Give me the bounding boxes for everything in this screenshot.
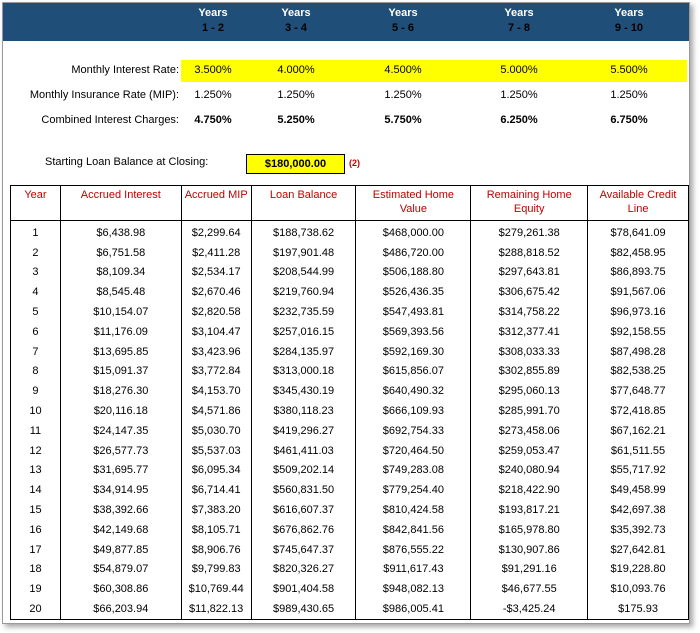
table-cell[interactable]: $380,118.23: [251, 401, 356, 421]
interest-rate-cell[interactable]: 5.500%: [610, 64, 648, 76]
mip-rate-cell[interactable]: 1.250%: [384, 89, 422, 101]
table-cell[interactable]: $49,877.85: [60, 540, 181, 560]
interest-rate-cell[interactable]: 4.500%: [384, 64, 422, 76]
table-row: [11, 401, 689, 421]
column-header: Loan Balance: [251, 186, 356, 221]
table-cell[interactable]: $901,404.58: [251, 579, 356, 599]
table-cell[interactable]: $284,135.97: [251, 342, 356, 362]
mip-rate-cell[interactable]: 1.250%: [610, 89, 648, 101]
table-cell[interactable]: $240,080.94: [471, 461, 588, 481]
table-cell[interactable]: $911,617.43: [356, 560, 471, 580]
table-cell[interactable]: $72,418.85: [588, 401, 689, 421]
table-cell[interactable]: -$3,425.24: [471, 599, 588, 619]
table-cell[interactable]: $82,538.25: [588, 362, 689, 382]
monthly-interest-label: Monthly Interest Rate:: [71, 64, 179, 76]
table-cell[interactable]: $175.93: [588, 599, 689, 619]
table-row: [11, 243, 689, 263]
table-cell[interactable]: $188,738.62: [251, 221, 356, 243]
table-cell[interactable]: $9,799.83: [181, 560, 251, 580]
table-cell[interactable]: $720,464.50: [356, 441, 471, 461]
table-cell[interactable]: $6,095.34: [181, 461, 251, 481]
table-cell[interactable]: $3,423.96: [181, 342, 251, 362]
table-cell[interactable]: $4,571.86: [181, 401, 251, 421]
table-cell[interactable]: $259,053.47: [471, 441, 588, 461]
table-cell[interactable]: $297,643.81: [471, 263, 588, 283]
table-header-row: [11, 186, 689, 221]
table-cell[interactable]: $11,176.09: [60, 322, 181, 342]
table-cell[interactable]: $7,383.20: [181, 500, 251, 520]
table-cell[interactable]: $42,697.38: [588, 500, 689, 520]
table-cell[interactable]: $592,169.30: [356, 342, 471, 362]
table-row: [11, 599, 689, 619]
table-cell[interactable]: $306,675.42: [471, 282, 588, 302]
table-cell[interactable]: $312,377.41: [471, 322, 588, 342]
table-cell[interactable]: $8,105.71: [181, 520, 251, 540]
table-cell[interactable]: $820,326.27: [251, 560, 356, 580]
table-cell[interactable]: $6,751.58: [60, 243, 181, 263]
table-cell[interactable]: 19: [11, 579, 61, 599]
starting-balance-value[interactable]: $180,000.00: [246, 154, 345, 174]
table-cell[interactable]: 2: [11, 243, 61, 263]
table-cell[interactable]: $749,283.08: [356, 461, 471, 481]
header-band: [3, 3, 689, 41]
table-cell[interactable]: $692,754.33: [356, 421, 471, 441]
table-row: [11, 560, 689, 580]
table-cell[interactable]: $8,545.48: [60, 282, 181, 302]
table-row: [11, 342, 689, 362]
table-cell[interactable]: 3: [11, 263, 61, 283]
table-cell[interactable]: $810,424.58: [356, 500, 471, 520]
table-cell[interactable]: 17: [11, 540, 61, 560]
table-cell[interactable]: 16: [11, 520, 61, 540]
table-cell[interactable]: $19,228.80: [588, 560, 689, 580]
column-header: Estimated Home Value: [356, 186, 471, 221]
table-cell[interactable]: $24,147.35: [60, 421, 181, 441]
footnote-marker: (2): [349, 158, 360, 168]
table-cell[interactable]: $526,436.35: [356, 282, 471, 302]
table-cell[interactable]: $288,818.52: [471, 243, 588, 263]
column-header: Available Credit Line: [588, 186, 689, 221]
table-row: [11, 520, 689, 540]
table-cell[interactable]: 5: [11, 302, 61, 322]
amortization-table: [10, 185, 689, 620]
table-cell[interactable]: $986,005.41: [356, 599, 471, 619]
table-cell[interactable]: $257,016.15: [251, 322, 356, 342]
table-cell[interactable]: $11,822.13: [181, 599, 251, 619]
year-period-header: Years 5 - 6: [388, 7, 418, 34]
table-cell[interactable]: $26,577.73: [60, 441, 181, 461]
table-cell[interactable]: 12: [11, 441, 61, 461]
table-cell[interactable]: $82,458.95: [588, 243, 689, 263]
table-cell[interactable]: $486,720.00: [356, 243, 471, 263]
table-cell[interactable]: $20,116.18: [60, 401, 181, 421]
table-row: [11, 480, 689, 500]
table-cell[interactable]: $15,091.37: [60, 362, 181, 382]
table-row: [11, 500, 689, 520]
year-period-header: Years 7 - 8: [504, 7, 534, 34]
combined-rate-cell[interactable]: 6.250%: [500, 114, 538, 126]
table-cell[interactable]: $18,276.30: [60, 381, 181, 401]
column-header: Remaining Home Equity: [471, 186, 588, 221]
table-cell[interactable]: 14: [11, 480, 61, 500]
table-cell[interactable]: $193,817.21: [471, 500, 588, 520]
table-cell[interactable]: $419,296.27: [251, 421, 356, 441]
table-cell[interactable]: $42,149.68: [60, 520, 181, 540]
table-cell[interactable]: $8,906.76: [181, 540, 251, 560]
table-cell[interactable]: $640,490.32: [356, 381, 471, 401]
mip-rate-cell[interactable]: 1.250%: [500, 89, 538, 101]
mip-rate-cell[interactable]: 1.250%: [277, 89, 315, 101]
table-cell[interactable]: $615,856.07: [356, 362, 471, 382]
table-cell[interactable]: $8,109.34: [60, 263, 181, 283]
table-row: [11, 421, 689, 441]
table-cell[interactable]: 6: [11, 322, 61, 342]
column-header: Accrued Interest: [60, 186, 181, 221]
table-cell[interactable]: $61,511.55: [588, 441, 689, 461]
table-cell[interactable]: $279,261.38: [471, 221, 588, 243]
combined-rate-cell[interactable]: 5.750%: [384, 114, 422, 126]
table-cell[interactable]: $506,188.80: [356, 263, 471, 283]
interest-rate-cell[interactable]: 4.000%: [277, 64, 315, 76]
mip-rate-label: Monthly Insurance Rate (MIP):: [29, 89, 179, 101]
starting-balance-label: Starting Loan Balance at Closing:: [45, 156, 209, 168]
table-cell[interactable]: $948,082.13: [356, 579, 471, 599]
interest-rate-cell[interactable]: 5.000%: [500, 64, 538, 76]
table-cell[interactable]: $55,717.92: [588, 461, 689, 481]
table-cell[interactable]: 11: [11, 421, 61, 441]
table-cell[interactable]: 13: [11, 461, 61, 481]
table-cell[interactable]: $6,438.98: [60, 221, 181, 243]
table-cell[interactable]: $314,758.22: [471, 302, 588, 322]
table-cell[interactable]: $86,893.75: [588, 263, 689, 283]
table-cell[interactable]: $34,914.95: [60, 480, 181, 500]
table-cell[interactable]: $302,855.89: [471, 362, 588, 382]
table-cell[interactable]: $345,430.19: [251, 381, 356, 401]
table-cell[interactable]: $31,695.77: [60, 461, 181, 481]
table-cell[interactable]: $66,203.94: [60, 599, 181, 619]
table-cell[interactable]: $3,104.47: [181, 322, 251, 342]
table-cell[interactable]: 15: [11, 500, 61, 520]
table-cell[interactable]: $13,695.85: [60, 342, 181, 362]
table-cell[interactable]: $4,153.70: [181, 381, 251, 401]
table-cell[interactable]: 1: [11, 221, 61, 243]
table-cell[interactable]: $569,393.56: [356, 322, 471, 342]
table-cell[interactable]: 18: [11, 560, 61, 580]
table-cell[interactable]: $461,411.03: [251, 441, 356, 461]
table-cell[interactable]: 7: [11, 342, 61, 362]
table-cell[interactable]: $2,820.58: [181, 302, 251, 322]
table-cell[interactable]: $10,093.76: [588, 579, 689, 599]
table-cell[interactable]: $509,202.14: [251, 461, 356, 481]
year-period-header: Years 3 - 4: [281, 7, 311, 34]
table-row: [11, 302, 689, 322]
table-cell[interactable]: $666,109.93: [356, 401, 471, 421]
column-header: Year: [11, 186, 61, 221]
table-cell[interactable]: $547,493.81: [356, 302, 471, 322]
table-cell[interactable]: 8: [11, 362, 61, 382]
table-cell[interactable]: $2,299.64: [181, 221, 251, 243]
table-cell[interactable]: $130,907.86: [471, 540, 588, 560]
table-cell[interactable]: $560,831.50: [251, 480, 356, 500]
table-cell[interactable]: $77,648.77: [588, 381, 689, 401]
table-cell[interactable]: $92,158.55: [588, 322, 689, 342]
table-cell[interactable]: $273,458.06: [471, 421, 588, 441]
table-cell[interactable]: $616,607.37: [251, 500, 356, 520]
table-cell[interactable]: $308,033.33: [471, 342, 588, 362]
table-cell[interactable]: $876,555.22: [356, 540, 471, 560]
combined-rate-cell[interactable]: 6.750%: [610, 114, 648, 126]
table-cell[interactable]: $2,411.28: [181, 243, 251, 263]
table-cell[interactable]: $91,291.16: [471, 560, 588, 580]
table-cell[interactable]: 4: [11, 282, 61, 302]
table-cell[interactable]: $35,392.73: [588, 520, 689, 540]
table-cell[interactable]: $2,534.17: [181, 263, 251, 283]
table-row: [11, 540, 689, 560]
table-cell[interactable]: $295,060.13: [471, 381, 588, 401]
table-cell[interactable]: 9: [11, 381, 61, 401]
column-header: Accrued MIP: [181, 186, 251, 221]
table-cell[interactable]: $745,647.37: [251, 540, 356, 560]
table-body: [11, 221, 689, 620]
table-cell[interactable]: $10,769.44: [181, 579, 251, 599]
table-cell[interactable]: $5,030.70: [181, 421, 251, 441]
spreadsheet-frame: [2, 2, 690, 624]
table-cell[interactable]: $67,162.21: [588, 421, 689, 441]
table-row: [11, 322, 689, 342]
table-cell[interactable]: $842,841.56: [356, 520, 471, 540]
table-cell[interactable]: $38,392.66: [60, 500, 181, 520]
table-cell[interactable]: $676,862.76: [251, 520, 356, 540]
interest-rate-cell[interactable]: 3.500%: [194, 64, 232, 76]
table-cell[interactable]: 10: [11, 401, 61, 421]
table-cell[interactable]: $6,714.41: [181, 480, 251, 500]
table-cell[interactable]: $96,973.16: [588, 302, 689, 322]
table-cell[interactable]: $87,498.28: [588, 342, 689, 362]
table-cell[interactable]: $218,422.90: [471, 480, 588, 500]
table-cell[interactable]: $468,000.00: [356, 221, 471, 243]
table-cell[interactable]: $989,430.65: [251, 599, 356, 619]
table-cell[interactable]: $2,670.46: [181, 282, 251, 302]
table-row: [11, 263, 689, 283]
table-cell[interactable]: $285,991.70: [471, 401, 588, 421]
table-cell[interactable]: $197,901.48: [251, 243, 356, 263]
table-row: [11, 282, 689, 302]
table-cell[interactable]: $208,544.99: [251, 263, 356, 283]
table-cell[interactable]: $54,879.07: [60, 560, 181, 580]
table-row: [11, 221, 689, 243]
table-row: [11, 461, 689, 481]
table-row: [11, 362, 689, 382]
table-row: [11, 381, 689, 401]
table-cell[interactable]: 20: [11, 599, 61, 619]
mip-rate-cell[interactable]: 1.250%: [194, 89, 232, 101]
table-cell[interactable]: $78,641.09: [588, 221, 689, 243]
table-cell[interactable]: $10,154.07: [60, 302, 181, 322]
table-cell[interactable]: $91,567.06: [588, 282, 689, 302]
year-period-header: Years 9 - 10: [614, 7, 644, 34]
year-period-header: Years 1 - 2: [198, 7, 228, 34]
combined-rate-cell[interactable]: 5.250%: [277, 114, 315, 126]
table-cell[interactable]: $779,254.40: [356, 480, 471, 500]
table-cell[interactable]: $60,308.86: [60, 579, 181, 599]
table-row: [11, 579, 689, 599]
table-cell[interactable]: $313,000.18: [251, 362, 356, 382]
table-cell[interactable]: $219,760.94: [251, 282, 356, 302]
table-cell[interactable]: $49,458.99: [588, 480, 689, 500]
table-cell[interactable]: $46,677.55: [471, 579, 588, 599]
table-cell[interactable]: $5,537.03: [181, 441, 251, 461]
combined-rate-cell[interactable]: 4.750%: [194, 114, 232, 126]
table-cell[interactable]: $27,642.81: [588, 540, 689, 560]
table-cell[interactable]: $165,978.80: [471, 520, 588, 540]
table-cell[interactable]: $232,735.59: [251, 302, 356, 322]
table-row: [11, 441, 689, 461]
combined-interest-label: Combined Interest Charges:: [41, 114, 179, 126]
table-cell[interactable]: $3,772.84: [181, 362, 251, 382]
